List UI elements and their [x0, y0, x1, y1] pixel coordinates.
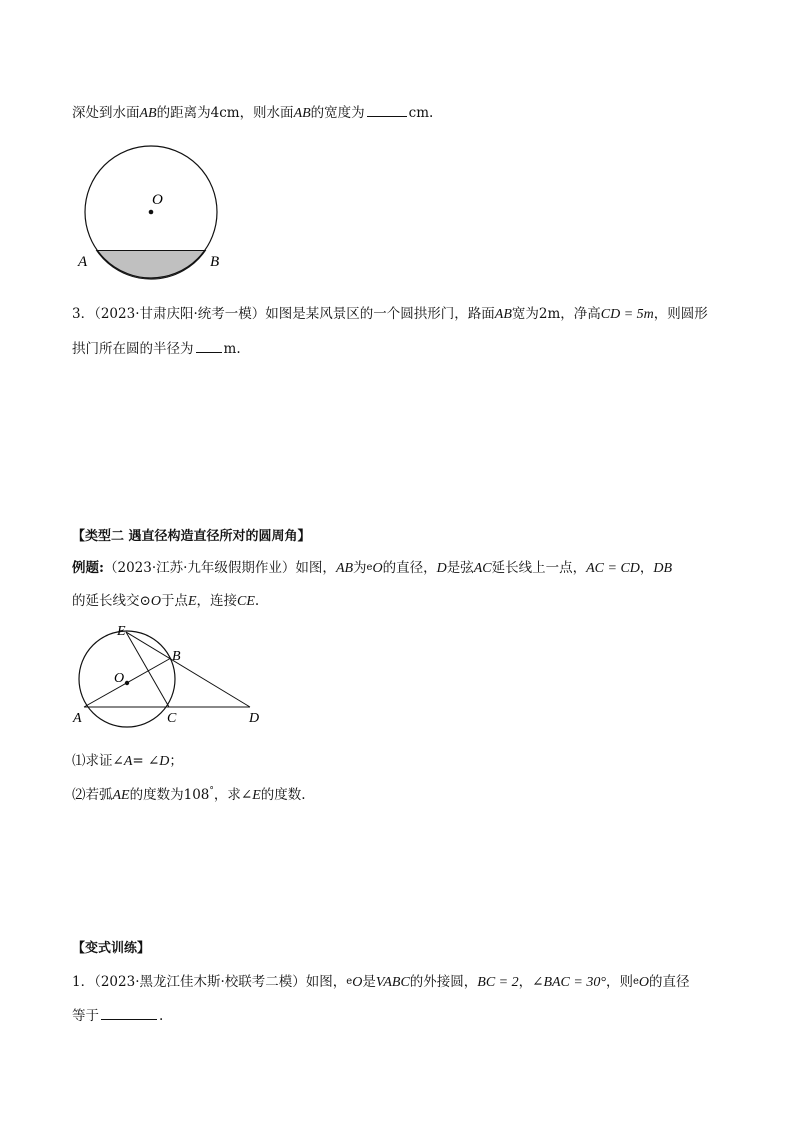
- text: 拱门所在圆的半径为: [72, 341, 194, 357]
- text: ，则水面: [239, 105, 294, 121]
- var-eq: AC = CD: [586, 561, 640, 576]
- unit: cm: [408, 105, 430, 121]
- example-line2: [72, 591, 259, 612]
- text: 深处到水面: [72, 105, 140, 121]
- text: 于点: [160, 593, 188, 609]
- var-d: D: [159, 754, 170, 769]
- label-c: C: [167, 711, 177, 726]
- var-e: E: [252, 788, 261, 803]
- var-bc: BC = 2: [477, 975, 519, 990]
- text: 延长线上一点，: [491, 560, 587, 576]
- text: .: [159, 1008, 164, 1024]
- section-heading-variant: 【变式训练】: [72, 941, 151, 956]
- text: ，连接: [196, 593, 237, 609]
- label-b: B: [210, 254, 220, 270]
- text: ，求∠: [213, 787, 253, 803]
- label-e: E: [117, 624, 126, 639]
- sub-question-1: [72, 751, 183, 772]
- text: 宽为: [511, 306, 539, 322]
- var-db: DB: [653, 561, 673, 576]
- var-ab: AB: [494, 307, 512, 322]
- var-angle-bac: BAC = 30°: [543, 975, 606, 990]
- text: .: [236, 341, 241, 357]
- var-ab: AB: [293, 106, 311, 121]
- label-o: O: [152, 192, 163, 208]
- var-ac: AC: [473, 561, 492, 576]
- text: ；: [169, 753, 183, 769]
- example-line1: [72, 558, 672, 579]
- variant-1-line1: [72, 972, 690, 993]
- answer-blank[interactable]: [101, 1005, 157, 1020]
- distance-value: 4cm: [210, 105, 240, 121]
- sub-question-2: [72, 781, 306, 806]
- text: .: [254, 593, 260, 609]
- var-o: O: [150, 594, 161, 609]
- variant-1-line2: [72, 1005, 163, 1026]
- example-label: 例题:: [72, 560, 104, 576]
- var-o: O: [352, 975, 363, 990]
- circle-symbol: e: [346, 976, 353, 987]
- text: 的宽度为: [310, 105, 365, 121]
- label-d: D: [249, 711, 260, 726]
- text: （2023·江苏·九年级假期作业）如图，: [103, 560, 336, 576]
- var-e: E: [187, 594, 197, 609]
- var-ae: AE: [112, 788, 130, 803]
- text: 的延长线交⊙: [72, 593, 151, 609]
- var-a: A: [123, 754, 133, 769]
- answer-blank[interactable]: [196, 338, 222, 353]
- degree-symbol: °: [209, 786, 214, 796]
- water-segment: [97, 251, 206, 280]
- text: 1．（2023·黑龙江佳木斯·校联考二模）如图，: [72, 974, 347, 990]
- text: 为: [353, 560, 367, 576]
- text: ，∠: [518, 974, 544, 990]
- text: ，净高: [560, 306, 601, 322]
- problem-3-line1: [72, 304, 708, 325]
- line-ed: [126, 632, 250, 707]
- text: 的距离为: [156, 105, 211, 121]
- text: .: [429, 105, 434, 121]
- label-o: O: [114, 671, 125, 686]
- figure-circle-triangle: [64, 618, 274, 730]
- circle-symbol: e: [366, 562, 373, 573]
- var-d: D: [436, 561, 447, 576]
- label-a: A: [73, 711, 82, 726]
- label-a: A: [78, 254, 88, 270]
- text: 的度数为108: [129, 787, 210, 803]
- var-ce: CE: [237, 594, 255, 609]
- text: 是: [362, 974, 376, 990]
- line-ec: [126, 632, 169, 707]
- text: 的度数.: [260, 787, 306, 803]
- width-value: 2m: [538, 306, 561, 322]
- text: 是弦: [446, 560, 474, 576]
- text: 的直径，: [382, 560, 437, 576]
- figure-circle-water: [70, 140, 240, 280]
- text: 等于: [72, 1008, 99, 1024]
- var-o: O: [638, 975, 649, 990]
- center-point: [125, 681, 129, 685]
- text: 3．（2023·甘肃庆阳·统考一模）如图是某风景区的一个圆拱形门，路面: [72, 306, 495, 322]
- text: ，则圆形: [653, 306, 708, 322]
- label-b: B: [172, 649, 181, 664]
- text: 的外接圆，: [409, 974, 478, 990]
- var-ab: AB: [335, 561, 354, 576]
- text: ，则: [605, 974, 633, 990]
- center-point: [149, 210, 154, 215]
- text: ⑴求证∠: [72, 753, 124, 769]
- problem-3-line2: [72, 338, 241, 359]
- problem-2-tail: [72, 102, 433, 124]
- text: 的直径: [649, 974, 690, 990]
- answer-blank[interactable]: [367, 102, 407, 117]
- text: ，: [639, 560, 654, 576]
- var-o: O: [372, 561, 383, 576]
- section-heading-type2: 【类型二 遇直径构造直径所对的圆周角】: [72, 529, 311, 544]
- var-triangle: VABC: [375, 975, 410, 990]
- var-cd: CD = 5m: [600, 307, 654, 322]
- text: = ∠: [132, 753, 160, 769]
- text: ⑵若弧: [72, 787, 113, 803]
- var-ab: AB: [139, 106, 157, 121]
- unit: m: [223, 341, 237, 357]
- circle-o: [79, 631, 175, 727]
- circle-symbol: e: [632, 976, 639, 987]
